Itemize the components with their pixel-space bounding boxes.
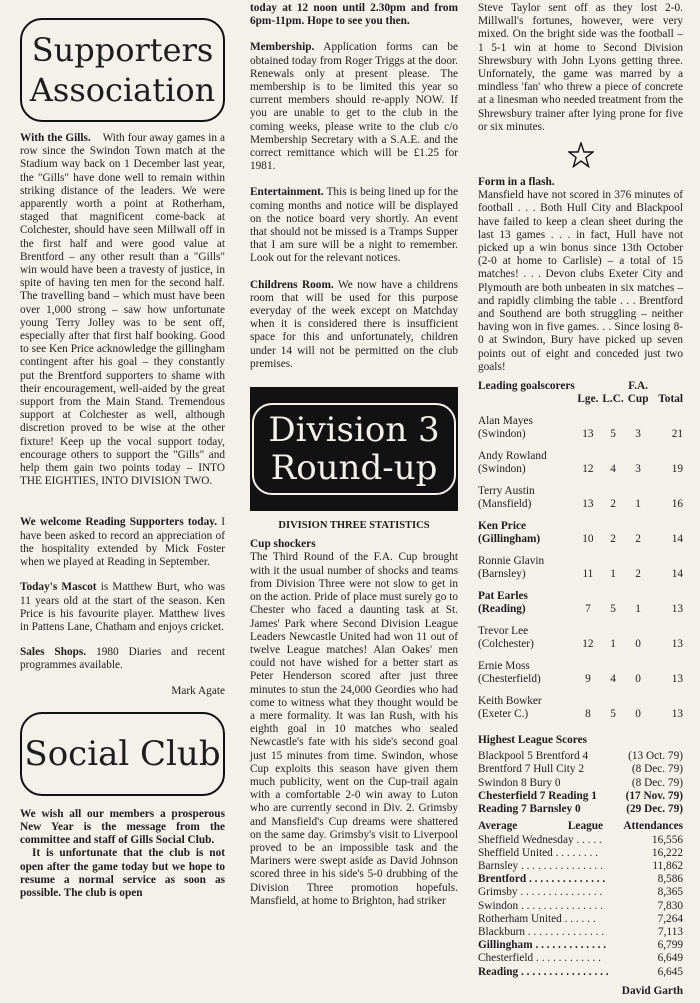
attendance-value: 16,222 bbox=[651, 846, 683, 859]
goalscorer-row bbox=[478, 660, 683, 673]
gills-paragraph bbox=[20, 132, 225, 488]
attendance-team bbox=[478, 926, 619, 939]
highest-scores-title: Highest League Scores bbox=[478, 734, 587, 747]
goalscorer-row-stats bbox=[478, 428, 683, 450]
highest-scores-table bbox=[478, 750, 683, 816]
scorer-lge: 10 bbox=[582, 533, 594, 546]
highest-date: (13 Oct. 79) bbox=[628, 750, 683, 763]
scorer-lc: 2 bbox=[610, 498, 616, 511]
attendance-dots: . . . . . . . . . . . . . . . bbox=[521, 859, 603, 872]
stats-title: DIVISION THREE STATISTICS bbox=[278, 520, 430, 532]
cup-shockers-heading: Cup shockers bbox=[250, 538, 316, 551]
attendance-value: 7,830 bbox=[657, 899, 683, 912]
attendances-head-right: Attendances bbox=[623, 820, 683, 833]
scorer-lc: 1 bbox=[610, 638, 616, 651]
scorer-total: 13 bbox=[671, 603, 683, 616]
lc-header: L.C. bbox=[602, 393, 624, 406]
membership-text: Application forms can be obtained today from Roger Triggs at the door. Renewals only at present please. The membership is to be limited this year so current members should re-apply NOW. If you are unable to get to the club in the coming weeks, please write to the club c/o Membership Secretary with a S.A.E. and the correct remittance which will be £1.25 for 1981. bbox=[250, 41, 458, 173]
entertainment-lead: Entertainment. bbox=[250, 186, 324, 199]
scorer-name: Ronnie Glavin bbox=[478, 555, 545, 568]
attendance-team-name: Sheffield Wednesday bbox=[478, 833, 574, 846]
highest-date: (8 Dec. 79) bbox=[631, 763, 683, 776]
scorer-club: (Mansfield) bbox=[478, 498, 532, 511]
social-club-header bbox=[20, 712, 225, 796]
welcome-paragraph bbox=[20, 516, 225, 569]
highest-score: Reading 7 Barnsley 0 bbox=[478, 803, 581, 816]
signature-mark-agate: Mark Agate bbox=[171, 684, 225, 697]
highest-date: (8 Dec. 79) bbox=[631, 776, 683, 789]
goalscorer-row-stats bbox=[478, 498, 683, 520]
scorer-lc: 4 bbox=[610, 673, 616, 686]
division3-roundup-banner bbox=[250, 387, 458, 511]
attendance-team-name: Gillingham bbox=[478, 939, 533, 952]
star-icon bbox=[478, 142, 683, 168]
attendance-team-name: Chesterfield bbox=[478, 952, 534, 965]
signature-david-garth: David Garth bbox=[621, 984, 683, 997]
attendance-value: 6,799 bbox=[657, 939, 683, 952]
millwall-paragraph: Steve Taylor sent off as they lost 2-0. Millwall's fortunes, however, were very mixed. On the bright side was the football – 1 5-1 win at home to Second Division Shrewsbury with John Lyons getting three. Unfornately, the game was marred by a mindless 'fan' who threw a piece of concrete at a linesman who needed treatment from the Shrewsbury trainer after lying prone for five or six minutes. bbox=[478, 2, 683, 133]
scorer-club: (Swindon) bbox=[478, 463, 526, 476]
attendance-value: 16,556 bbox=[651, 833, 683, 846]
goalscorer-row-stats bbox=[478, 708, 683, 730]
attendance-team-name: Brentford bbox=[478, 873, 527, 886]
scorer-total: 21 bbox=[671, 428, 683, 441]
column-middle bbox=[250, 0, 458, 908]
welcome-lead: We welcome Reading Supporters today. bbox=[20, 516, 218, 529]
attendance-row bbox=[478, 913, 683, 926]
attendance-row bbox=[478, 966, 683, 979]
roundup-title: Round-up bbox=[270, 448, 438, 489]
total-header: Total bbox=[658, 393, 683, 406]
attendance-dots: . . . . . . . . . . . . . . . bbox=[520, 886, 603, 899]
attendance-team-name: Sheffield United bbox=[478, 846, 553, 859]
sales-text: 1980 Diaries and recent programmes available. bbox=[20, 646, 225, 672]
social-club-title: Social Club bbox=[24, 733, 221, 774]
attendance-dots: . . . . . . . . . . . . . bbox=[535, 939, 607, 952]
column-right bbox=[478, 0, 683, 998]
attendance-row bbox=[478, 860, 683, 873]
attendance-team bbox=[478, 886, 619, 899]
division3-roundup-frame bbox=[252, 403, 455, 495]
column-left bbox=[20, 0, 225, 900]
attendance-row bbox=[478, 873, 683, 886]
header-line-1: Supporters bbox=[31, 31, 214, 69]
attendance-team-name: Reading bbox=[478, 965, 519, 978]
highest-date: (29 Dec. 79) bbox=[626, 803, 683, 816]
goalscorer-row bbox=[478, 415, 683, 428]
goalscorer-row bbox=[478, 625, 683, 638]
attendances-head-mid: League bbox=[567, 820, 604, 833]
scorer-total: 13 bbox=[671, 638, 683, 651]
social-paragraph-1 bbox=[20, 808, 225, 848]
scorer-lge: 11 bbox=[582, 568, 594, 581]
scorer-lge: 9 bbox=[585, 673, 591, 686]
scorer-cup: 1 bbox=[635, 498, 641, 511]
attendance-row bbox=[478, 886, 683, 899]
attendance-team-name: Barnsley bbox=[478, 859, 519, 872]
scorer-name: Trevor Lee bbox=[478, 625, 529, 638]
attendance-team bbox=[478, 860, 619, 873]
attendance-team-name: Blackburn bbox=[478, 925, 526, 938]
scorer-cup: 0 bbox=[635, 708, 641, 721]
membership-lead: Membership. bbox=[250, 41, 315, 54]
attendance-value: 6,649 bbox=[657, 952, 683, 965]
scorer-lge: 7 bbox=[585, 603, 591, 616]
scorer-lc: 5 bbox=[610, 708, 616, 721]
attendance-dots: . . . . . bbox=[576, 833, 602, 846]
goalscorer-row-stats bbox=[478, 638, 683, 660]
highest-score-row bbox=[478, 777, 683, 790]
attendance-team-name: Grimsby bbox=[478, 886, 518, 899]
scorer-name: Terry Austin bbox=[478, 485, 535, 498]
opening-hours-text: today at 12 noon until 2.30pm and from 6pm-11pm. Hope to see you then. bbox=[250, 2, 458, 28]
entertainment-text: This is being lined up for the coming months and notice will be displayed on the notice board very shortly. An event that should not be missed is a Tramps Supper that I am sure will be a night to remember. Look out for the relevant notices. bbox=[250, 186, 458, 265]
attendance-value: 7,113 bbox=[658, 925, 683, 938]
scorer-lc: 5 bbox=[610, 428, 616, 441]
attendance-team bbox=[478, 834, 619, 847]
attendance-row bbox=[478, 939, 683, 952]
attendance-dots: . . . . . . . . . . . . . . . . bbox=[521, 965, 609, 978]
goalscorers-table bbox=[478, 380, 683, 730]
scorer-cup: 2 bbox=[635, 533, 641, 546]
scorer-name: Pat Earles bbox=[478, 590, 528, 603]
goalscorer-row-stats bbox=[478, 568, 683, 590]
scorer-club: (Chesterfield) bbox=[478, 673, 541, 686]
scorer-lge: 13 bbox=[582, 428, 594, 441]
scorer-total: 19 bbox=[671, 463, 683, 476]
social-paragraph-2 bbox=[20, 847, 225, 900]
scorer-total: 14 bbox=[671, 533, 683, 546]
attendance-team bbox=[478, 913, 619, 926]
attendance-value: 8,365 bbox=[657, 886, 683, 899]
scorer-club: (Gillingham) bbox=[478, 533, 541, 546]
attendance-team bbox=[478, 952, 619, 965]
lge-header: Lge. bbox=[577, 393, 599, 406]
scorer-lc: 4 bbox=[610, 463, 616, 476]
scorer-total: 16 bbox=[671, 498, 683, 511]
highest-score-row bbox=[478, 790, 683, 803]
scorer-name: Alan Mayes bbox=[478, 415, 533, 428]
scorer-lc: 1 bbox=[610, 568, 616, 581]
attendance-dots: . . . . . . . . . . . . . . bbox=[528, 873, 606, 886]
highest-score: Brentford 7 Hull City 2 bbox=[478, 763, 585, 776]
social-lead-2: It is unfortunate that the club is not open after the game today but we hope to resume a normal service as soon as possible. The club is open bbox=[20, 847, 225, 899]
attendance-team-name: Swindon bbox=[478, 899, 519, 912]
scorer-name: Andy Rowland bbox=[478, 450, 547, 463]
attendance-value: 6,645 bbox=[657, 965, 683, 978]
attendance-value: 11,862 bbox=[652, 859, 683, 872]
goalscorers-title: Leading goalscorers bbox=[478, 380, 575, 393]
attendance-row bbox=[478, 926, 683, 939]
membership-paragraph bbox=[250, 41, 458, 173]
supporters-association-header bbox=[20, 18, 225, 122]
welcome-text: I have been asked to record an appreciation of the hospitality extended by Mick Foster when we played at Reading in September. bbox=[20, 516, 226, 569]
attendance-row bbox=[478, 834, 683, 847]
scorer-club: (Colchester) bbox=[478, 638, 534, 651]
attendance-team bbox=[478, 939, 619, 952]
attendances-head-left: Average bbox=[478, 820, 518, 833]
header-line-2: Association bbox=[29, 71, 216, 109]
scorer-club: (Swindon) bbox=[478, 428, 526, 441]
attendance-value: 8,586 bbox=[657, 873, 683, 886]
cup-shockers-text: The Third Round of the F.A. Cup brought with it the usual number of shocks and teams from Division Three were not slow to get in on the action. Pride of place must surely go to Chester who faced a daunting task at St. James' Park where Second Division League Leaders Newcastle United had won 11 out of twelve League matches! Alan Oakes' men could not have wished for a better start as Peter Henderson scored after just three minutes to stun the 24,000 Geordies who had come to witness what they thought would be a mere formality. It was Ian Rush, with his eighth goal in 10 matches who sealed Newcastle's fate with his side's second goal just 15 minutes from time. Swindon, whose Cup exploits this season have given them much publicity, went on the Cup-trail again with a comfortable 2-0 win away to Luton who are currently second in Div. 2. Grimsby and Mansfield's Cup dreams were shattered on the same day. Grimsby's visit to Liverpool proved to be an impossible task and the Mariners were swept aside as David Johnson scored three in his side's 5-0 drubbing of the Division Three promotion hopefuls. Mansfield, at home to Brighton, had striker bbox=[250, 551, 458, 907]
fa-header: F.A. bbox=[628, 380, 648, 393]
goalscorer-row bbox=[478, 590, 683, 603]
goalscorer-row bbox=[478, 485, 683, 498]
scorer-lge: 13 bbox=[582, 498, 594, 511]
mascot-text: is Matthew Burt, who was 11 years old at the start of the season. Ken Price is his favourite player. Matthew lives in Pattens Lane, Chatham and enjoys cricket. bbox=[20, 581, 226, 633]
attendance-team-name: Rotherham United bbox=[478, 912, 562, 925]
opening-hours-paragraph bbox=[250, 2, 458, 28]
highest-date: (17 Nov. 79) bbox=[625, 789, 683, 802]
attendance-team bbox=[478, 847, 619, 860]
attendances-table bbox=[478, 820, 683, 978]
highest-score-row bbox=[478, 803, 683, 816]
scorer-cup: 0 bbox=[635, 673, 641, 686]
division3-title: Division 3 bbox=[268, 410, 440, 451]
gills-text: With four away games in a row since the Swindon Town match at the Stadium way back on 1 December last year, the "Gills" have done well to remain within striking distance of the leaders. We were apparently worth a point at Rotherham, staged that magnificent come-back at Colchester, should have seen Millwall off in the first half and were good value at Brentford – any other result than a "Gills" win would have been a travesty of justice, in spite of having ten men for the second half. The travelling band – which must have been over 1,000 strong – saw how unfortunate young Terry Jolley was to be sent off, especially after that first half booking. Good to see Ken Price acknowledge the gillingham contingent after his goal – they constantly put the Brentford supporters to shame with their encouragement, well-aided by the great support from the Main Stand. Tremendous support at Colchester as well, although discretion proved to be wise at the other fixture! Keep up the vocal support today, encourage others to support the "Gills" and help them gain two points today – INTO THE EIGHTIES, INTO DIVISION TWO. bbox=[20, 132, 226, 488]
scorer-cup: 3 bbox=[635, 463, 641, 476]
entertainment-paragraph bbox=[250, 186, 458, 265]
goalscorer-row bbox=[478, 555, 683, 568]
childrens-room-lead: Childrens Room. bbox=[250, 278, 334, 291]
attendance-team bbox=[478, 900, 619, 913]
attendance-row bbox=[478, 952, 683, 965]
attendance-value: 7,264 bbox=[657, 912, 683, 925]
scorer-club: (Exeter C.) bbox=[478, 708, 529, 721]
attendance-row bbox=[478, 847, 683, 860]
mascot-lead: Today's Mascot bbox=[20, 581, 97, 594]
attendance-dots: . . . . . . . . . . . . . . bbox=[527, 925, 605, 938]
scorer-lc: 5 bbox=[610, 603, 616, 616]
childrens-room-text: We now have a childrens room that will be used for this purpose everyday of the week except on Matchday when it is considered there is insufficient space for this and unfortunately, children under 14 will not be permitted on the club premises. bbox=[250, 278, 458, 370]
attendance-dots: . . . . . . bbox=[564, 912, 596, 925]
scorer-club: (Barnsley) bbox=[478, 568, 526, 581]
goalscorer-row-stats bbox=[478, 603, 683, 625]
scorer-cup: 1 bbox=[635, 603, 641, 616]
form-flash-text: Mansfield have not scored in 376 minutes of football . . . Both Hull City and Blackpool have failed to keep a clean sheet during the last 13 games . . . in fact, Hull have not picked up a win bonus since 13th October (2-0 at home to Carlisle) – a total of 15 matches! . . . Devon clubs Exeter City and Plymouth are both unbeaten in six matches – and rapidly climbing the table . . . Brentford and Southend are both struggling – neither having won in five games. . . Since losing 8-0 at Swindon, Bury have picked up seven points out of eight and conceded just two goals! bbox=[478, 189, 683, 373]
gills-lead: With the Gills. bbox=[20, 132, 91, 144]
form-flash-heading: Form in a flash. bbox=[478, 176, 555, 189]
scorer-cup: 2 bbox=[635, 568, 641, 581]
highest-score: Swindon 8 Bury 0 bbox=[478, 776, 561, 789]
cup-header: Cup bbox=[627, 393, 649, 406]
goalscorer-row-stats bbox=[478, 533, 683, 555]
goalscorer-row bbox=[478, 450, 683, 463]
attendance-dots: . . . . . . . . . . . . bbox=[536, 952, 602, 965]
highest-score: Chesterfield 7 Reading 1 bbox=[478, 789, 597, 802]
goalscorer-row-stats bbox=[478, 673, 683, 695]
highest-score: Blackpool 5 Brentford 4 bbox=[478, 750, 589, 763]
childrens-room-paragraph bbox=[250, 279, 458, 371]
sales-lead: Sales Shops. bbox=[20, 646, 87, 659]
goalscorer-row bbox=[478, 695, 683, 708]
scorer-name: Ernie Moss bbox=[478, 660, 530, 673]
social-lead-1: We wish all our members a prosperous New Year is the message from the committee and staff of Gills Social Club. bbox=[20, 807, 225, 847]
mascot-paragraph bbox=[20, 581, 225, 634]
scorer-total: 13 bbox=[671, 673, 683, 686]
scorer-total: 14 bbox=[671, 568, 683, 581]
scorer-lc: 2 bbox=[610, 533, 616, 546]
scorer-club: (Reading) bbox=[478, 603, 526, 616]
attendance-row bbox=[478, 900, 683, 913]
sales-paragraph bbox=[20, 646, 225, 672]
highest-score-row bbox=[478, 750, 683, 763]
attendance-team bbox=[478, 966, 619, 979]
goalscorer-row bbox=[478, 520, 683, 533]
attendance-team bbox=[478, 873, 619, 886]
scorer-lge: 12 bbox=[582, 463, 594, 476]
scorer-name: Ken Price bbox=[478, 520, 526, 533]
attendance-dots: . . . . . . . . bbox=[555, 846, 598, 859]
attendance-dots: . . . . . . . . . . . . . . . bbox=[521, 899, 603, 912]
scorer-lge: 8 bbox=[585, 708, 591, 721]
goalscorer-row-stats bbox=[478, 463, 683, 485]
highest-score-row bbox=[478, 763, 683, 776]
scorer-total: 13 bbox=[671, 708, 683, 721]
scorer-cup: 3 bbox=[635, 428, 641, 441]
scorer-name: Keith Bowker bbox=[478, 695, 542, 708]
scorer-cup: 0 bbox=[635, 638, 641, 651]
scorer-lge: 12 bbox=[582, 638, 594, 651]
